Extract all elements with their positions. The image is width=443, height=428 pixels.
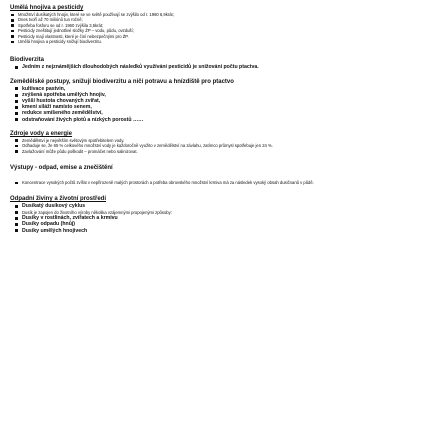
section-waste-nutrients [10, 195, 438, 233]
section-fertilizers-pesticides [10, 4, 438, 44]
list-item: Umělá hnojiva a pesticidy snižují biodiverzitu. [10, 39, 438, 44]
list-item: Dusíky umělých hnojivech [10, 228, 438, 234]
list-item: Pesticidy mají vlastnosti, které je činí nebezpečnými pro ŽP. [10, 34, 438, 39]
list-item: kultivace pastvin, [10, 86, 438, 92]
list-item: Odhaduje se, že 65 % celkového množství vody je každoročně využito v zemědělství na závlahu, zatímco průmysl spotřebuje jen 24 %. [10, 143, 422, 148]
list-item: zvýšená spotřeba umělých hnojiv, [10, 92, 438, 98]
section-heading: Biodiverzita [10, 57, 45, 64]
bullet-list [10, 64, 438, 70]
list-item: Dusíkatý dusíkový cyklus [10, 203, 438, 209]
list-item: vyšší hustota chovaných zvířat, [10, 98, 438, 104]
section-heading: Zdroje vody a energie [10, 130, 73, 137]
bullet-list [10, 12, 438, 44]
list-item: odstraňování živých plotů a nízkých porostů …… [10, 117, 438, 123]
bullet-list [10, 138, 438, 154]
bullet-list [10, 86, 438, 123]
list-item: Dusík je zapojen do životního výroby několika vzájemnými propojenými způsoby: [10, 210, 438, 215]
section-heading: Umělá hnojiva a pesticidy [10, 5, 84, 11]
list-item: Zavlažování může půdu poškodit – promáčet nebo salinizovat. [10, 149, 438, 154]
list-item: Dnes tvoří až 70 miliónů tun ročně; [10, 17, 438, 22]
section-biodiversity [10, 56, 438, 70]
bullet-list [10, 180, 438, 185]
section-agricultural-practices [10, 78, 438, 123]
list-item: Pesticidy zneštitují jednotlivé složky ŽP – vodu, půdu, ovzduší; [10, 28, 438, 33]
bullet-list [10, 203, 438, 233]
list-item: Dusíky odpadu (hnůj) [10, 221, 438, 227]
section-outputs-waste [10, 164, 438, 185]
list-item: redukce smíšeného zemědělství, [10, 110, 438, 116]
list-item: Jedním z nejznámějších dlouhodobých následků využívání pesticidů je snižování počtu ptactva. [10, 64, 437, 70]
section-heading: Odpadní živiny a životní prostředí [10, 196, 107, 203]
list-item: Dusíky v rostlinách, zvířatech a krmivu [10, 215, 438, 221]
list-item: Zemědělství je největším světovým spotřebitelem vody. [10, 138, 438, 143]
list-item: Spotřeba fosforu se od r. 1960 zvýšila 3,5krát; [10, 23, 438, 28]
list-item: kmení siláží namísto senem, [10, 104, 438, 110]
section-heading: Zemědělské postupy, snižují biodiverzitu a ničí potravu a hnízdiště pro ptactvo [10, 78, 234, 85]
section-heading: Výstupy - odpad, emise a znečištění [10, 165, 113, 172]
list-item: Koncentrace vysokých počtů zvířat v nepřirozeně malých prostorách a potřeba obrovského množství krmiva má za následek vysoký obsah dusičnanů v půdě. [10, 180, 422, 185]
list-item: Množství dusíkatých hnojiv, které se ve světě používají se zvýšilo od r. 1960 6,9krát; [10, 12, 438, 17]
section-water-energy [10, 130, 438, 154]
document-page [10, 4, 438, 234]
